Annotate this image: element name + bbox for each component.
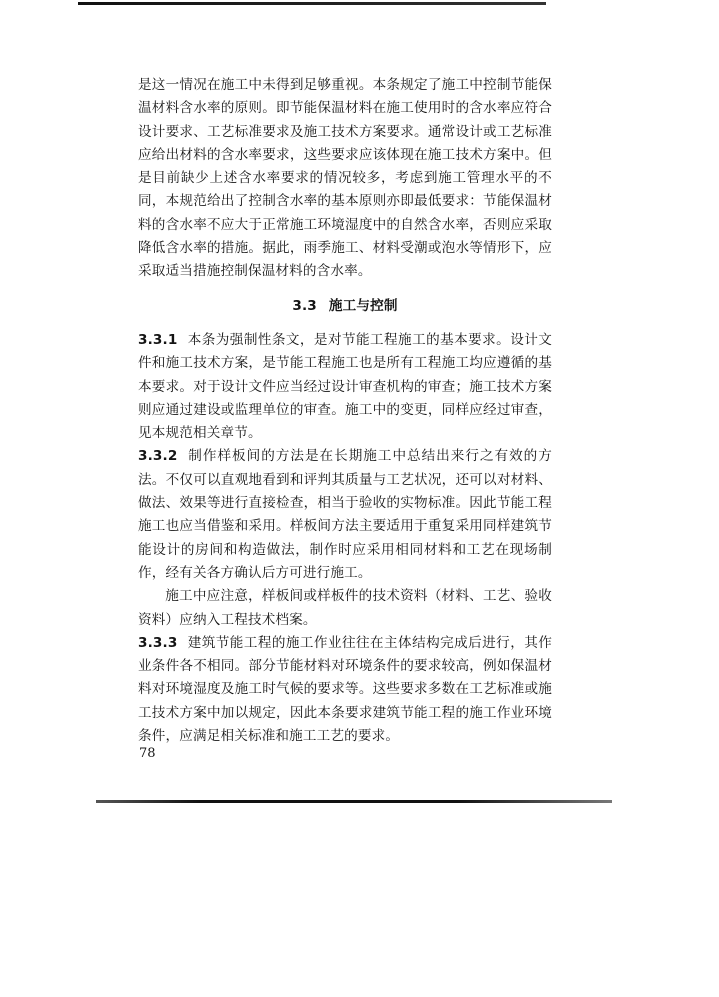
page-number: 78 <box>139 746 156 761</box>
clause-text: 制作样板间的方法是在长期施工中总结出来行之有效的方法。不仅可以直观地看到和评判其质量与工艺状况，还可以对材料、做法、效果等进行直接检查，相当于验收的实物标准。因此节能工程施工也应当借鉴和采用。样板间方法主要适用于重复采用同样建筑节能设计的房间和构造做法，制作时应采用相同材料和工艺在现场制作，经有关各方确认后方可进行施工。 <box>138 448 552 581</box>
clause-3-3-1 <box>138 329 552 445</box>
clause-3-3-2-note: 施工中应注意，样板间或样板件的技术资料（材料、工艺、验收资料）应纳入工程技术档案。 <box>138 588 552 628</box>
section-title: 施工与控制 <box>328 297 398 314</box>
clause-text: 本条为强制性条文，是对节能工程施工的基本要求。设计文件和施工技术方案，是节能工程施工也是所有工程施工均应遵循的基本要求。对于设计文件应当经过设计审查机构的审查；施工技术方案则应通过建设或监理单位的审查。施工中的变更，同样应经过审查，见本规范相关章节。 <box>138 331 552 442</box>
clause-number: 3.3.2 <box>138 448 178 465</box>
section-number: 3.3 <box>292 297 317 314</box>
section-heading <box>138 295 552 318</box>
clause-text: 建筑节能工程的施工作业往往在主体结构完成后进行，其作业条件各不相同。部分节能材料对环境条件的要求较高，例如保温材料对环境湿度及施工时气候的要求等。这些要求多数在工艺标准或施工技术方案中加以规定，因此本条要求建筑节能工程的施工作业环境条件，应满足相关标准和施工工艺的要求。 <box>138 634 552 745</box>
clause-3-3-2 <box>138 445 552 585</box>
intro-paragraph: 是这一情况在施工中未得到足够重视。本条规定了施工中控制节能保温材料含水率的原则。即节能保温材料在施工使用时的含水率应符合设计要求、工艺标准要求及施工技术方案要求。通常设计或工艺标准应给出材料的含水率要求，这些要求应该体现在施工技术方案中。但是目前缺少上述含水率要求的情况较多，考虑到施工管理水平的不同，本规范给出了控制含水率的基本原则亦即最低要求：节能保温材料的含水率不应大于正常施工环境湿度中的自然含水率，否则应采取降低含水率的措施。据此，雨季施工、材料受潮或泡水等情形下，应采取适当措施控制保温材料的含水率。 <box>138 77 552 280</box>
text-column <box>138 74 552 748</box>
top-rule <box>78 2 546 5</box>
clause-3-3-3 <box>138 632 552 748</box>
clause-number: 3.3.3 <box>138 634 178 651</box>
clause-number: 3.3.1 <box>138 331 178 348</box>
bottom-rule <box>96 800 612 803</box>
